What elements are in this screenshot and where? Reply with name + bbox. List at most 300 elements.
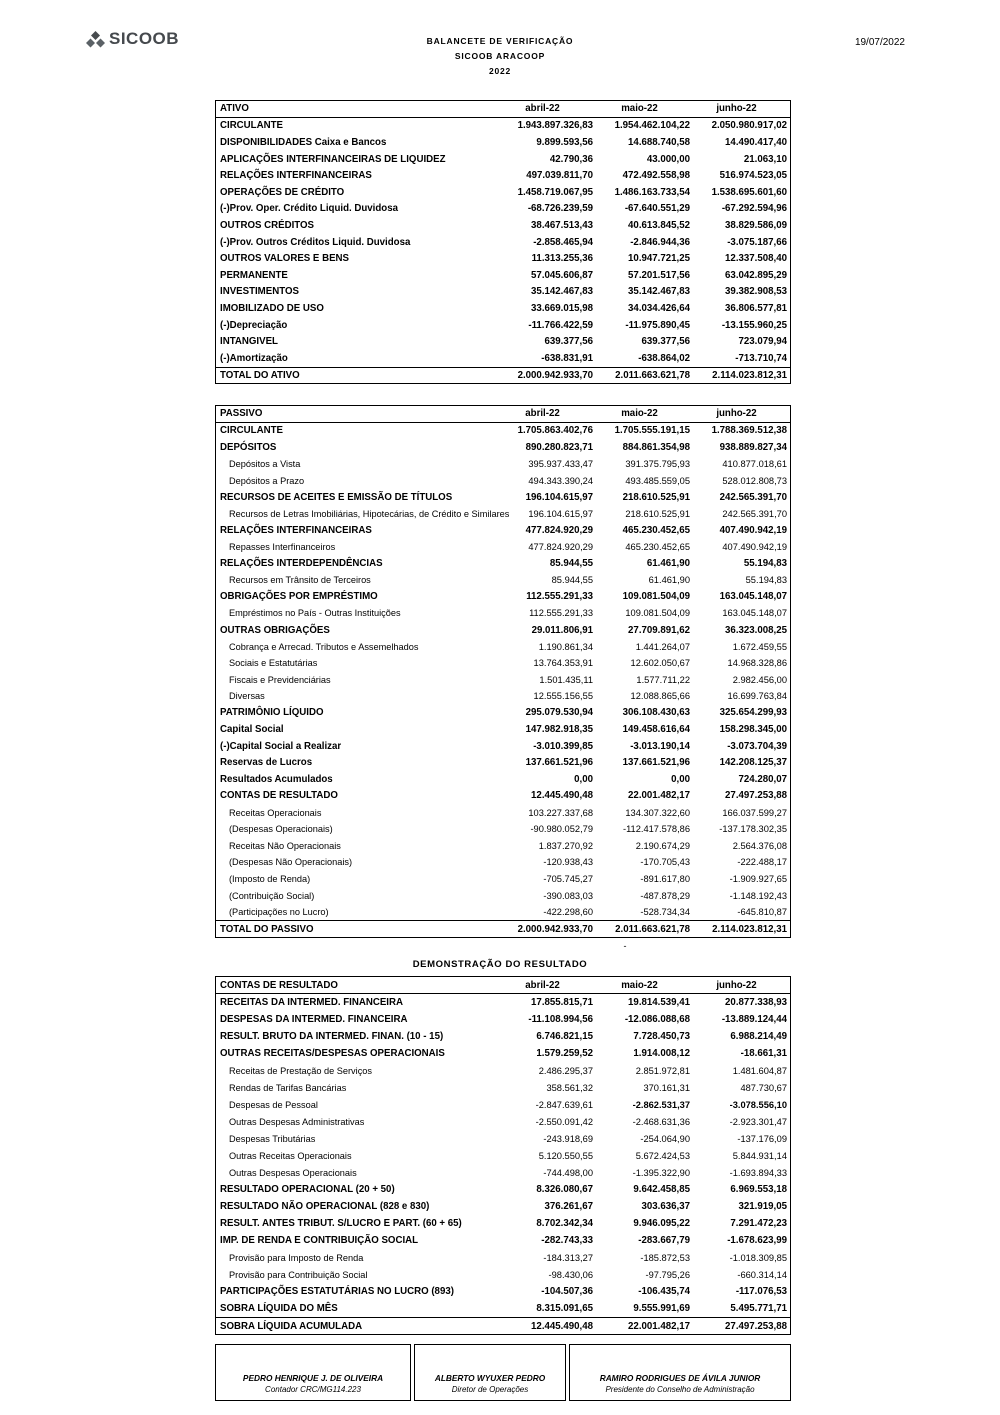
- cell-value: 57.201.517,56: [628, 269, 690, 281]
- table-row: [216, 837, 790, 854]
- cell-value: 1.579.259,52: [536, 1048, 593, 1059]
- table-row: [216, 871, 790, 888]
- table-row: [216, 655, 790, 672]
- row-label: Resultados Acumulados: [220, 773, 333, 785]
- cell-value: 639.377,56: [544, 336, 593, 348]
- cell-value: -11.975.890,45: [625, 319, 690, 331]
- cell-value: 61.461,90: [646, 558, 690, 570]
- cell-value: 2.050.980.917,02: [711, 120, 787, 132]
- cell-value: -1.148.192,43: [729, 890, 787, 901]
- cell-value: 7.291.472,23: [730, 1218, 787, 1229]
- cell-value: 724.280,07: [738, 773, 787, 785]
- row-label: (-)Prov. Oper. Crédito Liquid. Duvidosa: [220, 203, 398, 215]
- cell-value: 723.079,94: [738, 336, 787, 348]
- cell-value: 19.814.539,41: [628, 997, 690, 1008]
- cell-value: 149.458.616,64: [622, 724, 690, 736]
- dre-title: DEMONSTRAÇÃO DO RESULTADO: [412, 959, 588, 970]
- cell-value: 465.230.452,65: [622, 524, 690, 536]
- cell-value: 376.261,67: [544, 1201, 593, 1212]
- cell-value: 1.943.897.326,83: [517, 120, 593, 132]
- cell-value: -390.083,03: [543, 890, 593, 901]
- cell-value: 1.441.264,07: [635, 641, 690, 652]
- cell-value: 9.555.991,69: [633, 1303, 690, 1314]
- row-label: (Despesas Não Operacionais): [229, 857, 353, 868]
- cell-value: -120.938,43: [543, 857, 593, 868]
- cell-value: -3.073.704,39: [727, 740, 787, 752]
- cell-value: 477.824.920,29: [525, 524, 593, 536]
- row-label: Outras Despesas Administrativas: [229, 1116, 365, 1127]
- table-header-row: [216, 101, 790, 118]
- cell-value: 358.561,32: [546, 1082, 593, 1093]
- cell-value: 407.490.942,19: [719, 524, 787, 536]
- row-label: CIRCULANTE: [220, 120, 283, 132]
- cell-value: 493.485.559,05: [625, 475, 690, 486]
- cell-value: 497.039.811,70: [526, 170, 593, 182]
- cell-value: -12.086.088,68: [624, 1014, 690, 1025]
- cell-value: -1.678.623,99: [727, 1235, 787, 1246]
- row-label: Despesas Tributárias: [229, 1133, 316, 1144]
- cell-value: 1.705.555.191,15: [614, 425, 690, 437]
- cell-value: 109.081.504,09: [622, 591, 690, 603]
- table-row: [216, 1232, 790, 1249]
- table-row: [216, 1266, 790, 1283]
- row-label: DESPESAS DA INTERMED. FINANCEIRA: [220, 1014, 408, 1025]
- row-label: TOTAL DO PASSIVO: [220, 923, 314, 935]
- row-label: RESULTADO NÃO OPERACIONAL (828 e 830): [220, 1201, 430, 1212]
- row-label: Receitas de Prestação de Serviços: [229, 1065, 372, 1076]
- row-label: Cobrança e Arrecad. Tributos e Assemelhados: [229, 641, 419, 652]
- cell-value: 2.114.023.812,31: [712, 369, 787, 381]
- table-row: [216, 605, 790, 622]
- cell-value: 34.034.426,64: [628, 302, 690, 314]
- cell-value: 43.000,00: [646, 153, 690, 165]
- row-label: PERMANENTE: [220, 269, 288, 281]
- row-label: IMP. DE RENDA E CONTRIBUIÇÃO SOCIAL: [220, 1235, 419, 1246]
- cell-value: 465.230.452,65: [625, 542, 690, 553]
- cell-value: -744.498,00: [543, 1167, 593, 1178]
- cell-value: 407.490.942,19: [722, 542, 787, 553]
- row-label: (Contribuição Social): [229, 890, 315, 901]
- cell-value: 5.495.771,71: [730, 1303, 787, 1314]
- table-row: [216, 250, 790, 267]
- cell-value: -11.108.994,56: [528, 1014, 593, 1025]
- row-label: Sociais e Estatutárias: [229, 658, 318, 669]
- cell-value: 410.877.018,61: [722, 459, 787, 470]
- signature-name: RAMIRO RODRIGUES DE ÁVILA JUNIOR: [599, 1373, 761, 1383]
- cell-value: 2.851.972,81: [635, 1065, 690, 1076]
- cell-value: -1.693.894,33: [729, 1167, 787, 1178]
- cell-value: -106.435,74: [638, 1286, 690, 1297]
- cell-value: 528.012.808,73: [722, 475, 787, 486]
- cell-value: 8.315.091,65: [536, 1303, 593, 1314]
- cell-value: 2.000.942.933,70: [517, 369, 593, 381]
- column-header: maio-22: [621, 103, 658, 115]
- column-header: junho-22: [716, 103, 757, 115]
- column-header: abril-22: [525, 979, 560, 991]
- cell-value: -222.488,17: [737, 857, 787, 868]
- cell-value: -184.313,27: [543, 1252, 593, 1263]
- row-label: Empréstimos no País - Outras Instituições: [229, 608, 401, 619]
- cell-value: 27.497.253,88: [725, 1320, 787, 1332]
- table-row: [216, 572, 790, 589]
- cell-value: 36.323.008,25: [725, 624, 787, 636]
- cell-value: -137.178.302,35: [719, 824, 787, 835]
- table-row: [216, 472, 790, 489]
- signature-box: [414, 1344, 566, 1401]
- row-label: SOBRA LÍQUIDA DO MÊS: [220, 1303, 338, 1314]
- cell-value: 1.577.711,22: [636, 674, 690, 685]
- row-label: RECEITAS DA INTERMED. FINANCEIRA: [220, 997, 403, 1008]
- cell-value: -13.155.960,25: [721, 319, 787, 331]
- cell-value: 370.161,31: [643, 1082, 690, 1093]
- table-row: [216, 267, 790, 284]
- cell-value: 27.497.253,88: [725, 790, 787, 802]
- table-row: [216, 1249, 790, 1266]
- cell-value: -638.831,91: [541, 352, 593, 364]
- cell-value: 9.642.458,85: [633, 1184, 690, 1195]
- cell-value: 1.788.369.512,38: [711, 425, 787, 437]
- cell-value: 884.861.354,98: [622, 441, 690, 453]
- cell-value: -67.640.551,29: [624, 203, 690, 215]
- table-row: [216, 1215, 790, 1232]
- cell-value: 890.280.823,71: [525, 441, 593, 453]
- row-label: (Despesas Operacionais): [229, 824, 333, 835]
- cell-value: 218.610.525,91: [625, 508, 690, 519]
- column-header: abril-22: [525, 408, 560, 420]
- cell-value: 6.988.214,49: [730, 1031, 787, 1042]
- cell-value: -112.417.578,86: [622, 824, 690, 835]
- table-header-row: [216, 406, 790, 423]
- cell-value: 0,00: [574, 773, 593, 785]
- table-row: [216, 821, 790, 838]
- row-label: OPERAÇÕES DE CRÉDITO: [220, 186, 345, 198]
- cell-value: -2.923.301,47: [729, 1116, 787, 1127]
- cell-value: -117.076,53: [735, 1286, 787, 1297]
- cell-value: -2.846.944,36: [630, 236, 690, 248]
- row-label: PATRIMÔNIO LÍQUIDO: [220, 707, 324, 719]
- cell-value: 196.104.615,97: [528, 508, 593, 519]
- signature-name: ALBERTO WYUXER PEDRO: [434, 1373, 546, 1383]
- cell-value: 12.555.156,55: [533, 691, 593, 702]
- cell-value: 2.011.663.621,78: [615, 369, 690, 381]
- table-row: [216, 721, 790, 738]
- row-label: DEPÓSITOS: [220, 441, 277, 453]
- row-label: Depósitos a Prazo: [229, 475, 305, 486]
- table-row: [216, 1300, 790, 1317]
- table-row: [216, 300, 790, 317]
- row-label: Diversas: [229, 691, 265, 702]
- ativo-table: [215, 100, 791, 384]
- cell-value: -422.298,60: [543, 907, 593, 918]
- signatures-section: [215, 1344, 791, 1401]
- table-row: [216, 118, 790, 135]
- cell-value: 12.088.865,66: [630, 691, 690, 702]
- cell-value: 1.486.163.733,54: [614, 186, 690, 198]
- cell-value: 134.307.322,60: [625, 807, 690, 818]
- cell-value: 57.045.606,87: [531, 269, 593, 281]
- row-label: RELAÇÕES INTERDEPENDÊNCIAS: [220, 558, 383, 570]
- table-row: [216, 672, 790, 689]
- cell-value: -3.075.187,66: [727, 236, 787, 248]
- row-label: Fiscais e Previdenciárias: [229, 674, 331, 685]
- column-header: junho-22: [716, 979, 757, 991]
- row-label: OUTRAS OBRIGAÇÕES: [220, 624, 330, 636]
- row-label: (-)Amortização: [220, 352, 288, 364]
- cell-value: -3.010.399,85: [533, 740, 593, 752]
- row-label: RELAÇÕES INTERFINANCEIRAS: [220, 524, 372, 536]
- table-row: [216, 1045, 790, 1062]
- table-row: [216, 622, 790, 639]
- table-row: [216, 439, 790, 456]
- column-header: abril-22: [525, 103, 560, 115]
- cell-value: 20.877.338,93: [725, 997, 787, 1008]
- cell-value: 6.969.553,18: [730, 1184, 787, 1195]
- cell-value: 938.889.827,34: [719, 441, 787, 453]
- table-row: [216, 539, 790, 556]
- cell-value: 196.104.615,97: [525, 491, 593, 503]
- cell-value: -1.018.309,85: [729, 1252, 787, 1263]
- row-label: RESULTADO OPERACIONAL (20 + 50): [220, 1184, 395, 1195]
- cell-value: 8.702.342,34: [536, 1218, 593, 1229]
- cell-value: -660.314,14: [737, 1269, 787, 1280]
- cell-value: 1.501.435,11: [539, 674, 593, 685]
- column-header: maio-22: [621, 979, 658, 991]
- table-row: [216, 788, 790, 805]
- cell-value: -2.862.531,37: [632, 1099, 690, 1110]
- cell-value: -713.710,74: [735, 352, 787, 364]
- cell-value: 303.636,37: [641, 1201, 690, 1212]
- cell-value: -170.705,43: [640, 857, 690, 868]
- cell-value: 17.855.815,71: [531, 997, 593, 1008]
- row-label: Reservas de Lucros: [220, 757, 313, 769]
- signature-role: Presidente do Conselho de Administração: [605, 1385, 755, 1394]
- row-label: Outras Receitas Operacionais: [229, 1150, 352, 1161]
- sicoob-logo-text: SICOOB: [109, 29, 180, 48]
- cell-value: -1.395.322,90: [632, 1167, 690, 1178]
- row-label: (-)Depreciação: [220, 319, 288, 331]
- table-row: [216, 904, 790, 921]
- table-row: [216, 771, 790, 788]
- cell-value: 1.954.462.104,22: [614, 120, 690, 132]
- table-row: [216, 1079, 790, 1096]
- cell-value: 9.899.593,56: [536, 136, 593, 148]
- cell-value: 5.120.550,55: [538, 1150, 593, 1161]
- table-row: [216, 804, 790, 821]
- table-row: [216, 423, 790, 440]
- row-label: Provisão para Contribuição Social: [229, 1269, 368, 1280]
- row-label: Recursos em Trânsito de Terceiros: [229, 575, 371, 586]
- signature-role: Diretor de Operações: [451, 1385, 529, 1394]
- cell-value: 0,00: [671, 773, 690, 785]
- signature-name: PEDRO HENRIQUE J. DE OLIVEIRA: [242, 1373, 384, 1383]
- row-label: (-)Prov. Outros Créditos Liquid. Duvidosa: [220, 236, 411, 248]
- column-header: junho-22: [716, 408, 757, 420]
- cell-value: -645.810,87: [737, 907, 787, 918]
- table-row: [216, 317, 790, 334]
- row-label: INTANGIVEL: [220, 336, 278, 348]
- separator-dash: -: [623, 941, 627, 951]
- row-label: Despesas de Pessoal: [229, 1099, 318, 1110]
- cell-value: 112.555.291,33: [529, 608, 593, 619]
- table-row: [216, 1011, 790, 1028]
- cell-value: 2.190.674,29: [635, 840, 690, 851]
- cell-value: 16.699.763,84: [727, 691, 787, 702]
- cell-value: 12.337.508,40: [725, 253, 787, 265]
- cell-value: 218.610.525,91: [622, 491, 690, 503]
- table-row: [216, 1096, 790, 1113]
- cell-value: 55.194,83: [743, 558, 787, 570]
- cell-value: 1.481.604,87: [732, 1065, 787, 1076]
- cell-value: 1.458.719.067,95: [517, 186, 593, 198]
- cell-value: 321.919,05: [738, 1201, 787, 1212]
- cell-value: 14.688.740,58: [628, 136, 690, 148]
- cell-value: 33.669.015,98: [531, 302, 593, 314]
- table-row: [216, 234, 790, 251]
- row-label: APLICAÇÕES INTERFINANCEIRAS DE LIQUIDEZ: [220, 153, 446, 165]
- cell-value: -90.980.052,79: [530, 824, 593, 835]
- row-label: CIRCULANTE: [220, 425, 283, 437]
- cell-value: 391.375.795,93: [625, 459, 690, 470]
- row-label: Depósitos a Vista: [229, 459, 301, 470]
- cell-value: 12.445.490,48: [531, 790, 593, 802]
- cell-value: 1.190.861,34: [538, 641, 593, 652]
- cell-value: -2.858.465,94: [533, 236, 593, 248]
- cell-value: 14.490.417,40: [725, 136, 787, 148]
- cell-value: -705.745,27: [543, 873, 593, 884]
- table-row: [216, 134, 790, 151]
- table-row: [216, 638, 790, 655]
- table-total-row: [216, 1317, 790, 1334]
- cell-value: -18.661,31: [740, 1048, 787, 1059]
- cell-value: -97.795,26: [645, 1269, 690, 1280]
- cell-value: 13.764.353,91: [533, 658, 593, 669]
- row-label: RECURSOS DE ACEITES E EMISSÃO DE TÍTULOS: [220, 491, 453, 503]
- row-label: OBRIGAÇÕES POR EMPRÉSTIMO: [220, 591, 378, 603]
- cell-value: -282.743,33: [541, 1235, 593, 1246]
- report-year: 2022: [488, 66, 512, 76]
- table-row: [216, 489, 790, 506]
- cell-value: 11.313.255,36: [531, 253, 593, 265]
- table-header-label: PASSIVO: [220, 408, 263, 420]
- cell-value: -487.878,29: [640, 890, 690, 901]
- row-label: (Participações no Lucro): [229, 907, 329, 918]
- table-total-row: [216, 920, 790, 937]
- row-label: Outras Despesas Operacionais: [229, 1167, 357, 1178]
- cell-value: -638.864,02: [638, 352, 690, 364]
- row-label: PARTICIPAÇÕES ESTATUTÁRIAS NO LUCRO (893): [220, 1286, 454, 1297]
- table-row: [216, 506, 790, 523]
- cell-value: 477.824.920,29: [528, 542, 593, 553]
- table-row: [216, 1198, 790, 1215]
- cell-value: 5.672.424,53: [635, 1150, 690, 1161]
- cell-value: 10.947.721,25: [628, 253, 690, 265]
- cell-value: 325.654.299,93: [719, 707, 787, 719]
- cell-value: 639.377,56: [641, 336, 690, 348]
- cell-value: -137.176,09: [737, 1133, 787, 1144]
- table-row: [216, 1028, 790, 1045]
- row-label: Receitas Não Operacionais: [229, 840, 341, 851]
- cell-value: 1.837.270,92: [538, 840, 593, 851]
- table-row: [216, 555, 790, 572]
- table-row: [216, 738, 790, 755]
- row-label: INVESTIMENTOS: [220, 286, 299, 298]
- cell-value: 2.486.295,37: [538, 1065, 593, 1076]
- table-row: [216, 333, 790, 350]
- signature-box: [215, 1344, 411, 1401]
- cell-value: 39.382.908,53: [725, 286, 787, 298]
- cell-value: -891.617,80: [640, 873, 690, 884]
- row-label: Rendas de Tarifas Bancárias: [229, 1082, 347, 1093]
- row-label: Recursos de Letras Imobiliárias, Hipotecárias, de Crédito e Similares: [229, 508, 510, 519]
- cell-value: 142.208.125,37: [719, 757, 787, 769]
- cell-value: -3.013.190,14: [630, 740, 690, 752]
- cell-value: 40.613.845,52: [628, 219, 690, 231]
- cell-value: 35.142.467,83: [531, 286, 593, 298]
- row-label: Repasses Interfinanceiros: [229, 542, 336, 553]
- table-header-label: ATIVO: [220, 103, 249, 115]
- cell-value: 103.227.337,68: [528, 807, 593, 818]
- cell-value: 29.011.806,91: [531, 624, 593, 636]
- report-title: BALANCETE DE VERIFICAÇÃO: [426, 36, 574, 46]
- cell-value: -68.726.239,59: [527, 203, 593, 215]
- cell-value: 112.555.291,33: [526, 591, 593, 603]
- cooperative-name: SICOOB ARACOOP: [454, 51, 546, 61]
- cell-value: 35.142.467,83: [628, 286, 690, 298]
- cell-value: 5.844.931,14: [732, 1150, 787, 1161]
- cell-value: 516.974.523,05: [719, 170, 787, 182]
- cell-value: 22.001.482,17: [628, 1320, 690, 1332]
- cell-value: 9.946.095,22: [633, 1218, 690, 1229]
- table-row: [216, 151, 790, 168]
- table-row: [216, 522, 790, 539]
- cell-value: 2.114.023.812,31: [712, 923, 787, 935]
- table-row: [216, 994, 790, 1011]
- table-row: [216, 201, 790, 218]
- cell-value: 36.806.577,81: [725, 302, 787, 314]
- cell-value: 242.565.391,70: [722, 508, 787, 519]
- table-row: [216, 284, 790, 301]
- table-total-row: [216, 367, 790, 384]
- table-row: [216, 1062, 790, 1079]
- cell-value: 1.672.459,55: [732, 641, 787, 652]
- cell-value: 61.461,90: [648, 575, 690, 586]
- cell-value: -528.734,34: [640, 907, 690, 918]
- cell-value: 14.968.328,86: [727, 658, 787, 669]
- row-label: CONTAS DE RESULTADO: [220, 790, 338, 802]
- row-label: RESULT. BRUTO DA INTERMED. FINAN. (10 - 15): [220, 1031, 444, 1042]
- cell-value: 494.343.390,24: [528, 475, 593, 486]
- cell-value: 306.108.430,63: [622, 707, 690, 719]
- row-label: IMOBILIZADO DE USO: [220, 302, 324, 314]
- cell-value: 7.728.450,73: [633, 1031, 690, 1042]
- print-date: 19/07/2022: [854, 37, 905, 48]
- cell-value: 27.709.891,62: [628, 624, 690, 636]
- table-header-label: CONTAS DE RESULTADO: [220, 979, 338, 991]
- cell-value: 137.661.521,96: [525, 757, 593, 769]
- table-row: [216, 1283, 790, 1300]
- table-row: [216, 1164, 790, 1181]
- table-header-row: [216, 977, 790, 994]
- passivo-table: [215, 405, 791, 938]
- cell-value: 163.045.148,07: [719, 591, 787, 603]
- table-row: [216, 217, 790, 234]
- table-row: [216, 854, 790, 871]
- row-label: Capital Social: [220, 724, 284, 736]
- cell-value: -2.468.631,36: [632, 1116, 690, 1127]
- row-label: Receitas Operacionais: [229, 807, 322, 818]
- cell-value: -11.766.422,59: [528, 319, 593, 331]
- row-label: OUTROS CRÉDITOS: [220, 219, 315, 231]
